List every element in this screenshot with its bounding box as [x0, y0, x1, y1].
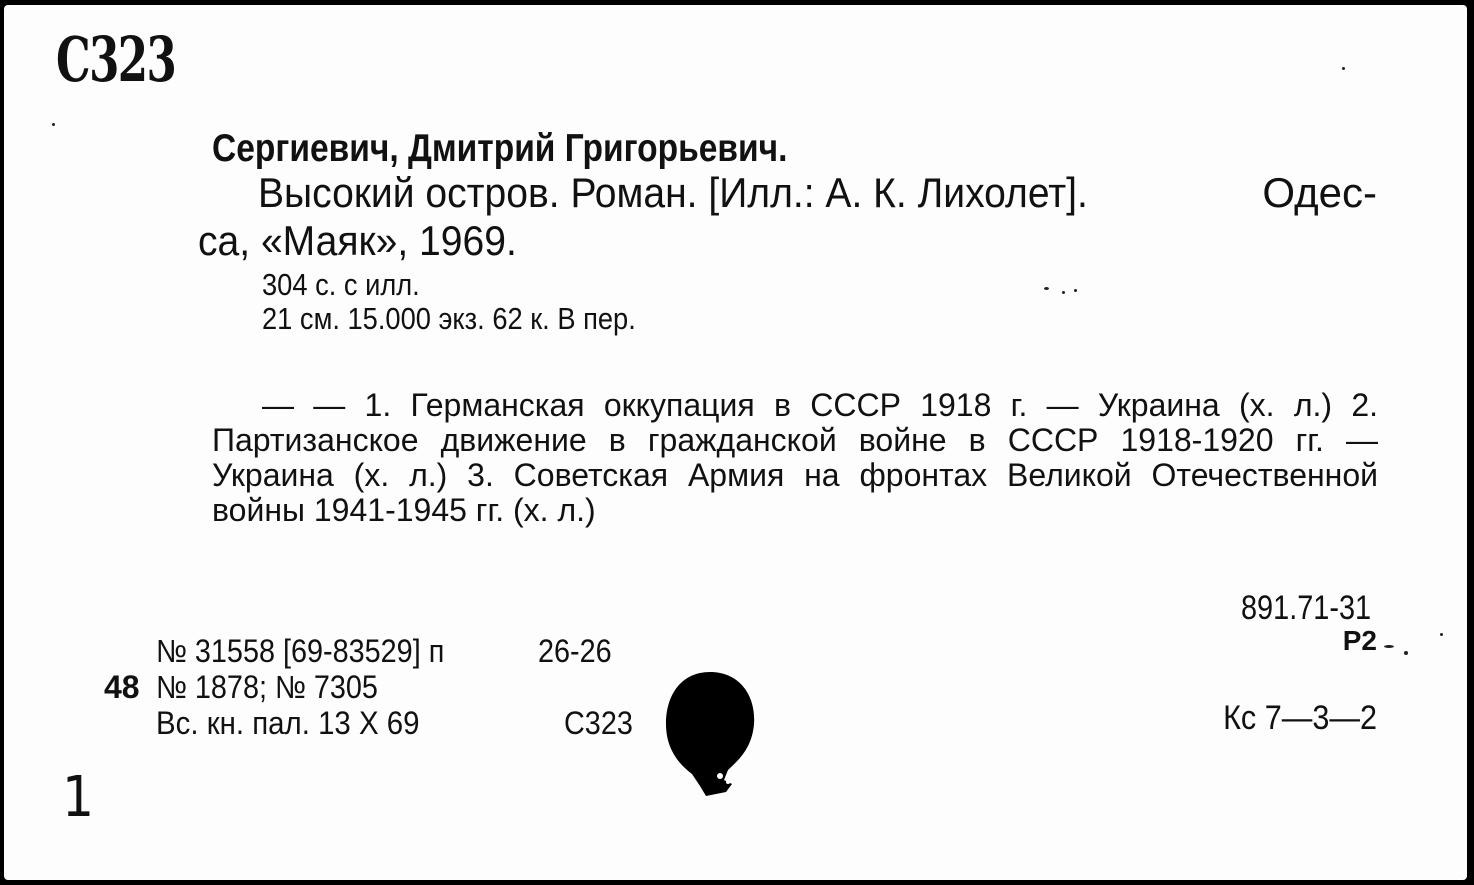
author-heading: Сергиевич, Дмитрий Григорьевич. [212, 127, 788, 170]
author-sign: С323 [564, 705, 633, 741]
pagination: 304 с. с илл. [262, 267, 420, 302]
title-line-2: са, «Маяк», 1969. [198, 217, 517, 264]
card-count: 48 [104, 669, 140, 705]
classification-code: 891.71-31 [1240, 589, 1371, 627]
handwritten-call-number: С323 [56, 23, 176, 96]
subject-text: Германская оккупация в СССР 1918 г. — Украина (х. л.) 2. Партизанское движение в гражданской войне в СССР 1918-1920 гг. — Украина (х. л.) 3. Советская Армия на фронтах Великой Отечественной войны 1941-1945 гг. (х. л.) [212, 387, 1379, 528]
record-code: 26-26 [538, 633, 612, 669]
catalog-card [4, 5, 1467, 880]
filing-hole [662, 666, 758, 798]
title-line-1-end: Одес- [1262, 169, 1377, 216]
physical-description: 21 см. 15.000 экз. 62 к. В пер. [262, 301, 636, 336]
record-number: № 31558 [69-83529] п [156, 633, 445, 669]
subclass-code: Р2 [1342, 625, 1377, 656]
handwritten-mark: 1 [62, 765, 95, 830]
order-numbers: № 1878; № 7305 [156, 669, 378, 705]
title-line-1: Высокий остров. Роман. [Илл.: А. К. Лихолет]. [258, 169, 1088, 216]
ks-code: Кс 7—3—2 [1223, 699, 1377, 737]
book-chamber-date: Вс. кн. пал. 13 X 69 [156, 705, 420, 741]
subject-headings [212, 388, 1378, 528]
subject-lead: — — 1. [262, 387, 392, 423]
